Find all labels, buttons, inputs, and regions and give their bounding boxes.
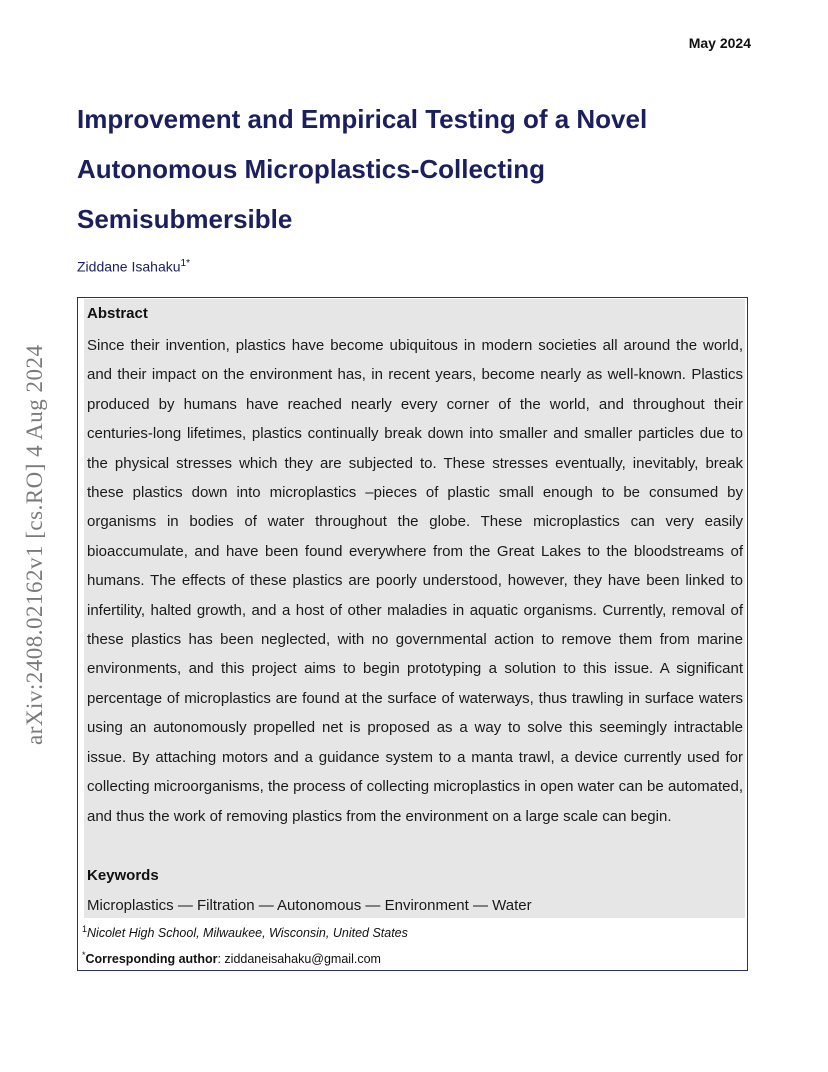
corresponding-mark: *	[82, 950, 86, 960]
abstract-heading: Abstract	[87, 305, 148, 322]
affiliation-text: Nicolet High School, Milwaukee, Wisconsin, United States	[87, 926, 408, 941]
abstract-panel	[84, 299, 745, 918]
keywords-heading: Keywords	[87, 867, 159, 884]
author-line	[77, 258, 190, 275]
paper-title: Improvement and Empirical Testing of a Novel Autonomous Microplastics-Collecting Semisubmersible	[77, 104, 648, 234]
arxiv-stamp: arXiv:2408.02162v1 [cs.RO] 4 Aug 2024	[22, 344, 47, 745]
corresponding-author	[82, 950, 381, 966]
corresponding-email: : ziddaneisahaku@gmail.com	[217, 952, 381, 967]
abstract-text: Since their invention, plastics have become ubiquitous in modern societies all around the world, and their impact on the environment has, in recent years, become nearly as well-known. Plastics produced by humans have reached nearly every corner of the world, and throughout their centuries-long lifetimes, plastics continually break down into smaller and smaller particles due to the physical stresses which they are subjected to. These stresses eventually, inevitably, break these plastics down into microplastics –pieces of plastic small enough to be consumed by organisms in bodies of water throughout the globe. These microplastics can very easily bioaccumulate, and have been found everywhere from the Great Lakes to the bloodstreams of humans. The effects of these plastics are poorly understood, however, they have been linked to infertility, halted growth, and a host of other maladies in aquatic organisms. Currently, removal of these plastics has been neglected, with no governmental action to remove them from marine environments, and this project aims to begin prototyping a solution to this issue. A significant percentage of microplastics are found at the surface of waterways, thus trawling in surface waters using an autonomously propelled net is proposed as a way to solve this seemingly intractable issue. By attaching motors and a guidance system to a manta trawl, a device currently used for collecting microorganisms, the process of collecting microplastics in open water can be automated, and thus the work of removing plastics from the environment on a large scale can begin.	[87, 337, 743, 825]
date-header: May 2024	[688, 35, 751, 51]
keywords-text: Microplastics — Filtration — Autonomous — Environment — Water	[87, 897, 532, 914]
affiliation-mark: 1	[82, 924, 88, 934]
author-marks: 1*	[180, 258, 190, 269]
author-name: Ziddane Isahaku	[77, 258, 181, 275]
affiliation-footnote	[82, 924, 408, 940]
abstract-box	[77, 297, 748, 971]
corresponding-label: Corresponding author	[85, 952, 218, 967]
